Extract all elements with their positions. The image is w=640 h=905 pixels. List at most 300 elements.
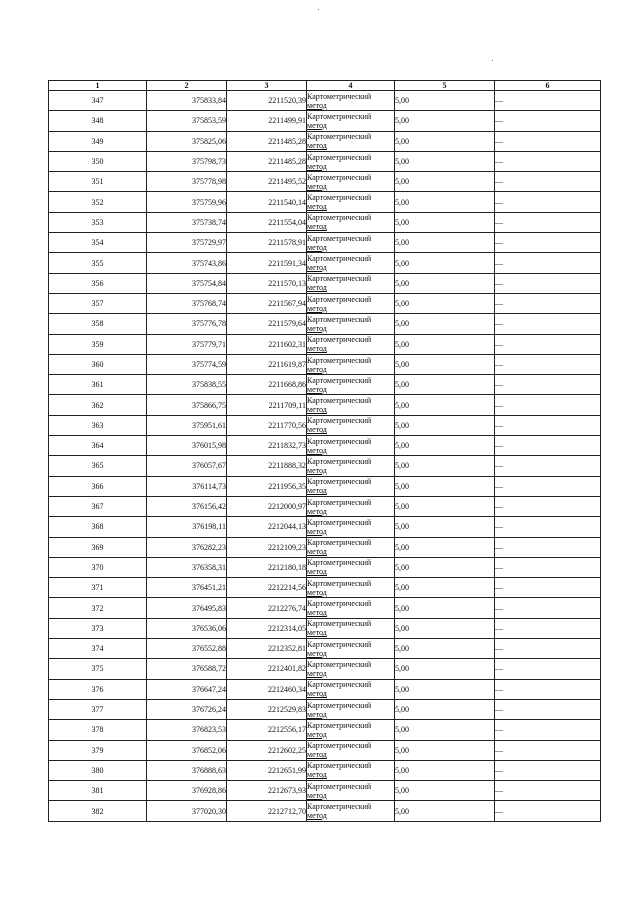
x-coordinate-cell: 376495,83 xyxy=(147,598,227,618)
x-coordinate-cell: 375833,84 xyxy=(147,91,227,111)
method-line: метод xyxy=(307,283,327,293)
table-row xyxy=(49,639,601,659)
x-coordinate-cell: 377020,30 xyxy=(147,801,227,821)
method-cell xyxy=(307,151,395,171)
method-cell xyxy=(307,578,395,598)
method-cell xyxy=(307,395,395,415)
method-line: Картометрический xyxy=(307,213,372,223)
accuracy-cell: 5,00 xyxy=(395,618,495,638)
column-header: 1 xyxy=(49,81,147,91)
x-coordinate-cell: 375743,86 xyxy=(147,253,227,273)
accuracy-cell: 5,00 xyxy=(395,415,495,435)
method-line: Картометрический xyxy=(307,558,372,568)
x-coordinate-cell: 375825,06 xyxy=(147,131,227,151)
note-cell: — xyxy=(495,760,601,780)
x-coordinate-cell: 376726,24 xyxy=(147,699,227,719)
method-line: Картометрический xyxy=(307,659,372,669)
method-cell xyxy=(307,476,395,496)
note-cell: — xyxy=(495,354,601,374)
table-row xyxy=(49,618,601,638)
method-line: Картометрический xyxy=(307,111,372,121)
column-header: 4 xyxy=(307,81,395,91)
x-coordinate-cell: 376451,21 xyxy=(147,578,227,598)
accuracy-cell: 5,00 xyxy=(395,740,495,760)
table-row xyxy=(49,415,601,435)
y-coordinate-cell: 2212044,13 xyxy=(227,517,307,537)
method-line: метод xyxy=(307,547,327,557)
x-coordinate-cell: 375738,74 xyxy=(147,212,227,232)
point-number-cell: 379 xyxy=(49,740,147,760)
point-number-cell: 361 xyxy=(49,375,147,395)
method-cell xyxy=(307,293,395,313)
table-row xyxy=(49,517,601,537)
note-cell: — xyxy=(495,91,601,111)
table-row xyxy=(49,151,601,171)
accuracy-cell: 5,00 xyxy=(395,212,495,232)
y-coordinate-cell: 2211495,52 xyxy=(227,172,307,192)
y-coordinate-cell: 2212529,83 xyxy=(227,699,307,719)
x-coordinate-cell: 375866,75 xyxy=(147,395,227,415)
point-number-cell: 381 xyxy=(49,781,147,801)
method-line: метод xyxy=(307,689,327,699)
y-coordinate-cell: 2211591,34 xyxy=(227,253,307,273)
table-row xyxy=(49,395,601,415)
point-number-cell: 357 xyxy=(49,293,147,313)
method-cell xyxy=(307,334,395,354)
method-cell xyxy=(307,354,395,374)
note-cell: — xyxy=(495,537,601,557)
method-line: Картометрический xyxy=(307,396,372,406)
method-cell xyxy=(307,192,395,212)
point-number-cell: 371 xyxy=(49,578,147,598)
method-line: метод xyxy=(307,364,327,374)
method-line: метод xyxy=(307,729,327,739)
note-cell: — xyxy=(495,517,601,537)
y-coordinate-cell: 2211567,94 xyxy=(227,293,307,313)
method-line: метод xyxy=(307,222,327,232)
note-cell: — xyxy=(495,273,601,293)
y-coordinate-cell: 2212214,56 xyxy=(227,578,307,598)
method-line: Картометрический xyxy=(307,639,372,649)
y-coordinate-cell: 2211770,56 xyxy=(227,415,307,435)
note-cell: — xyxy=(495,212,601,232)
table-row xyxy=(49,172,601,192)
y-coordinate-cell: 2212460,34 xyxy=(227,679,307,699)
method-cell xyxy=(307,517,395,537)
x-coordinate-cell: 375759,96 xyxy=(147,192,227,212)
method-line: Картометрический xyxy=(307,578,372,588)
accuracy-cell: 5,00 xyxy=(395,760,495,780)
method-line: метод xyxy=(307,567,327,577)
x-coordinate-cell: 375798,73 xyxy=(147,151,227,171)
method-cell xyxy=(307,679,395,699)
method-cell xyxy=(307,172,395,192)
method-line: Картометрический xyxy=(307,132,372,142)
y-coordinate-cell: 2212180,18 xyxy=(227,557,307,577)
note-cell: — xyxy=(495,456,601,476)
accuracy-cell: 5,00 xyxy=(395,293,495,313)
accuracy-cell: 5,00 xyxy=(395,659,495,679)
note-cell: — xyxy=(495,781,601,801)
accuracy-cell: 5,00 xyxy=(395,192,495,212)
method-line: Картометрический xyxy=(307,456,372,466)
point-number-cell: 363 xyxy=(49,415,147,435)
table-row xyxy=(49,91,601,111)
point-number-cell: 370 xyxy=(49,557,147,577)
y-coordinate-cell: 2212000,97 xyxy=(227,496,307,516)
table-row xyxy=(49,578,601,598)
x-coordinate-cell: 376647,24 xyxy=(147,679,227,699)
note-cell: — xyxy=(495,801,601,821)
method-line: метод xyxy=(307,263,327,273)
method-line: метод xyxy=(307,587,327,597)
y-coordinate-cell: 2211602,31 xyxy=(227,334,307,354)
point-number-cell: 382 xyxy=(49,801,147,821)
method-line: метод xyxy=(307,100,327,110)
point-number-cell: 369 xyxy=(49,537,147,557)
point-number-cell: 374 xyxy=(49,639,147,659)
y-coordinate-cell: 2211554,04 xyxy=(227,212,307,232)
x-coordinate-cell: 376057,67 xyxy=(147,456,227,476)
method-line: Картометрический xyxy=(307,700,372,710)
accuracy-cell: 5,00 xyxy=(395,578,495,598)
method-line: метод xyxy=(307,161,327,171)
accuracy-cell: 5,00 xyxy=(395,151,495,171)
y-coordinate-cell: 2211540,14 xyxy=(227,192,307,212)
point-number-cell: 347 xyxy=(49,91,147,111)
x-coordinate-cell: 375779,71 xyxy=(147,334,227,354)
method-cell xyxy=(307,253,395,273)
method-line: метод xyxy=(307,709,327,719)
y-coordinate-cell: 2211888,32 xyxy=(227,456,307,476)
table-row xyxy=(49,598,601,618)
method-line: Картометрический xyxy=(307,436,372,446)
x-coordinate-cell: 376536,06 xyxy=(147,618,227,638)
method-line: Картометрический xyxy=(307,335,372,345)
note-cell: — xyxy=(495,659,601,679)
method-line: метод xyxy=(307,344,327,354)
method-line: метод xyxy=(307,628,327,638)
note-cell: — xyxy=(495,496,601,516)
method-line: метод xyxy=(307,811,327,821)
table-row xyxy=(49,131,601,151)
note-cell: — xyxy=(495,578,601,598)
method-cell xyxy=(307,537,395,557)
y-coordinate-cell: 2212352,81 xyxy=(227,639,307,659)
method-cell xyxy=(307,314,395,334)
x-coordinate-cell: 376198,11 xyxy=(147,517,227,537)
method-cell xyxy=(307,639,395,659)
y-coordinate-cell: 2211956,35 xyxy=(227,476,307,496)
x-coordinate-cell: 375774,59 xyxy=(147,354,227,374)
method-cell xyxy=(307,699,395,719)
note-cell: — xyxy=(495,639,601,659)
method-line: Картометрический xyxy=(307,741,372,751)
point-number-cell: 373 xyxy=(49,618,147,638)
x-coordinate-cell: 376358,31 xyxy=(147,557,227,577)
method-line: Картометрический xyxy=(307,517,372,527)
point-number-cell: 356 xyxy=(49,273,147,293)
method-line: метод xyxy=(307,384,327,394)
note-cell: — xyxy=(495,740,601,760)
column-header: 5 xyxy=(395,81,495,91)
method-line: метод xyxy=(307,425,327,435)
table-row xyxy=(49,334,601,354)
x-coordinate-cell: 375951,61 xyxy=(147,415,227,435)
point-number-cell: 352 xyxy=(49,192,147,212)
x-coordinate-cell: 376282,23 xyxy=(147,537,227,557)
method-line: метод xyxy=(307,790,327,800)
y-coordinate-cell: 2211520,39 xyxy=(227,91,307,111)
method-cell xyxy=(307,131,395,151)
method-cell xyxy=(307,415,395,435)
accuracy-cell: 5,00 xyxy=(395,679,495,699)
method-cell xyxy=(307,456,395,476)
column-header: 2 xyxy=(147,81,227,91)
point-number-cell: 355 xyxy=(49,253,147,273)
accuracy-cell: 5,00 xyxy=(395,598,495,618)
x-coordinate-cell: 376823,53 xyxy=(147,720,227,740)
table-row xyxy=(49,212,601,232)
note-cell: — xyxy=(495,233,601,253)
accuracy-cell: 5,00 xyxy=(395,781,495,801)
method-line: метод xyxy=(307,526,327,536)
y-coordinate-cell: 2212651,99 xyxy=(227,760,307,780)
point-number-cell: 365 xyxy=(49,456,147,476)
scan-speck xyxy=(318,9,319,10)
method-line: Картометрический xyxy=(307,802,372,812)
table-row xyxy=(49,720,601,740)
accuracy-cell: 5,00 xyxy=(395,91,495,111)
point-number-cell: 380 xyxy=(49,760,147,780)
point-number-cell: 366 xyxy=(49,476,147,496)
point-number-cell: 375 xyxy=(49,659,147,679)
method-cell xyxy=(307,375,395,395)
table-row xyxy=(49,740,601,760)
y-coordinate-cell: 2212109,23 xyxy=(227,537,307,557)
method-line: метод xyxy=(307,770,327,780)
method-cell xyxy=(307,720,395,740)
note-cell: — xyxy=(495,395,601,415)
method-line: метод xyxy=(307,486,327,496)
point-number-cell: 358 xyxy=(49,314,147,334)
note-cell: — xyxy=(495,293,601,313)
y-coordinate-cell: 2211570,13 xyxy=(227,273,307,293)
note-cell: — xyxy=(495,720,601,740)
x-coordinate-cell: 375754,84 xyxy=(147,273,227,293)
method-line: Картометрический xyxy=(307,91,372,101)
note-cell: — xyxy=(495,415,601,435)
table-row xyxy=(49,699,601,719)
method-line: метод xyxy=(307,668,327,678)
y-coordinate-cell: 2212314,05 xyxy=(227,618,307,638)
method-line: Картометрический xyxy=(307,274,372,284)
table-row xyxy=(49,273,601,293)
method-cell xyxy=(307,212,395,232)
method-line: метод xyxy=(307,242,327,252)
method-line: Картометрический xyxy=(307,497,372,507)
method-line: метод xyxy=(307,141,327,151)
method-line: метод xyxy=(307,323,327,333)
accuracy-cell: 5,00 xyxy=(395,517,495,537)
accuracy-cell: 5,00 xyxy=(395,273,495,293)
x-coordinate-cell: 376552,88 xyxy=(147,639,227,659)
y-coordinate-cell: 2211578,91 xyxy=(227,233,307,253)
table-row xyxy=(49,760,601,780)
point-number-cell: 376 xyxy=(49,679,147,699)
table-row xyxy=(49,801,601,821)
method-cell xyxy=(307,659,395,679)
method-cell xyxy=(307,111,395,131)
method-line: Картометрический xyxy=(307,152,372,162)
table-row xyxy=(49,111,601,131)
accuracy-cell: 5,00 xyxy=(395,253,495,273)
x-coordinate-cell: 376588,72 xyxy=(147,659,227,679)
table-row xyxy=(49,557,601,577)
x-coordinate-cell: 375729,97 xyxy=(147,233,227,253)
method-cell xyxy=(307,436,395,456)
x-coordinate-cell: 376114,73 xyxy=(147,476,227,496)
note-cell: — xyxy=(495,679,601,699)
method-line: Картометрический xyxy=(307,619,372,629)
point-number-cell: 359 xyxy=(49,334,147,354)
method-line: Картометрический xyxy=(307,355,372,365)
method-cell xyxy=(307,740,395,760)
table-header xyxy=(49,81,601,91)
point-number-cell: 368 xyxy=(49,517,147,537)
point-number-cell: 360 xyxy=(49,354,147,374)
x-coordinate-cell: 376015,98 xyxy=(147,436,227,456)
method-line: Картометрический xyxy=(307,680,372,690)
point-number-cell: 372 xyxy=(49,598,147,618)
table-row xyxy=(49,659,601,679)
table-row xyxy=(49,314,601,334)
accuracy-cell: 5,00 xyxy=(395,557,495,577)
y-coordinate-cell: 2211579,64 xyxy=(227,314,307,334)
method-line: Картометрический xyxy=(307,416,372,426)
method-line: метод xyxy=(307,648,327,658)
method-line: Картометрический xyxy=(307,781,372,791)
y-coordinate-cell: 2211485,28 xyxy=(227,131,307,151)
point-number-cell: 378 xyxy=(49,720,147,740)
column-header: 3 xyxy=(227,81,307,91)
method-line: Картометрический xyxy=(307,538,372,548)
y-coordinate-cell: 2211485,28 xyxy=(227,151,307,171)
table-row xyxy=(49,781,601,801)
table-row xyxy=(49,375,601,395)
method-cell xyxy=(307,801,395,821)
method-line: метод xyxy=(307,750,327,760)
method-line: Картометрический xyxy=(307,720,372,730)
table-row xyxy=(49,354,601,374)
scan-speck xyxy=(492,60,493,61)
accuracy-cell: 5,00 xyxy=(395,720,495,740)
accuracy-cell: 5,00 xyxy=(395,476,495,496)
y-coordinate-cell: 2211709,11 xyxy=(227,395,307,415)
accuracy-cell: 5,00 xyxy=(395,334,495,354)
accuracy-cell: 5,00 xyxy=(395,537,495,557)
note-cell: — xyxy=(495,131,601,151)
y-coordinate-cell: 2211499,91 xyxy=(227,111,307,131)
y-coordinate-cell: 2211619,87 xyxy=(227,354,307,374)
table-row xyxy=(49,537,601,557)
accuracy-cell: 5,00 xyxy=(395,111,495,131)
method-line: метод xyxy=(307,181,327,191)
note-cell: — xyxy=(495,557,601,577)
table-row xyxy=(49,293,601,313)
method-line: метод xyxy=(307,405,327,415)
accuracy-cell: 5,00 xyxy=(395,699,495,719)
note-cell: — xyxy=(495,172,601,192)
point-number-cell: 367 xyxy=(49,496,147,516)
method-cell xyxy=(307,273,395,293)
method-line: Картометрический xyxy=(307,314,372,324)
method-line: Картометрический xyxy=(307,477,372,487)
table-row xyxy=(49,456,601,476)
x-coordinate-cell: 375768,74 xyxy=(147,293,227,313)
accuracy-cell: 5,00 xyxy=(395,172,495,192)
note-cell: — xyxy=(495,618,601,638)
method-cell xyxy=(307,760,395,780)
y-coordinate-cell: 2212556,17 xyxy=(227,720,307,740)
method-cell xyxy=(307,557,395,577)
accuracy-cell: 5,00 xyxy=(395,395,495,415)
method-line: Картометрический xyxy=(307,193,372,203)
method-cell xyxy=(307,233,395,253)
note-cell: — xyxy=(495,375,601,395)
accuracy-cell: 5,00 xyxy=(395,375,495,395)
point-number-cell: 350 xyxy=(49,151,147,171)
y-coordinate-cell: 2212401,82 xyxy=(227,659,307,679)
note-cell: — xyxy=(495,436,601,456)
accuracy-cell: 5,00 xyxy=(395,314,495,334)
accuracy-cell: 5,00 xyxy=(395,496,495,516)
method-line: метод xyxy=(307,202,327,212)
note-cell: — xyxy=(495,151,601,171)
table-row xyxy=(49,476,601,496)
method-line: Картометрический xyxy=(307,172,372,182)
method-cell xyxy=(307,91,395,111)
y-coordinate-cell: 2211832,73 xyxy=(227,436,307,456)
note-cell: — xyxy=(495,253,601,273)
accuracy-cell: 5,00 xyxy=(395,233,495,253)
method-line: Картометрический xyxy=(307,233,372,243)
table-row xyxy=(49,436,601,456)
method-line: метод xyxy=(307,120,327,130)
table-row xyxy=(49,679,601,699)
point-number-cell: 353 xyxy=(49,212,147,232)
x-coordinate-cell: 376928,86 xyxy=(147,781,227,801)
table-row xyxy=(49,233,601,253)
method-line: Картометрический xyxy=(307,254,372,264)
method-line: Картометрический xyxy=(307,294,372,304)
method-line: метод xyxy=(307,445,327,455)
note-cell: — xyxy=(495,598,601,618)
y-coordinate-cell: 2212673,93 xyxy=(227,781,307,801)
note-cell: — xyxy=(495,111,601,131)
note-cell: — xyxy=(495,334,601,354)
note-cell: — xyxy=(495,476,601,496)
y-coordinate-cell: 2212276,74 xyxy=(227,598,307,618)
method-line: Картометрический xyxy=(307,375,372,385)
accuracy-cell: 5,00 xyxy=(395,801,495,821)
y-coordinate-cell: 2212602,25 xyxy=(227,740,307,760)
y-coordinate-cell: 2211668,86 xyxy=(227,375,307,395)
note-cell: — xyxy=(495,699,601,719)
coordinates-table xyxy=(48,80,601,822)
note-cell: — xyxy=(495,192,601,212)
accuracy-cell: 5,00 xyxy=(395,131,495,151)
